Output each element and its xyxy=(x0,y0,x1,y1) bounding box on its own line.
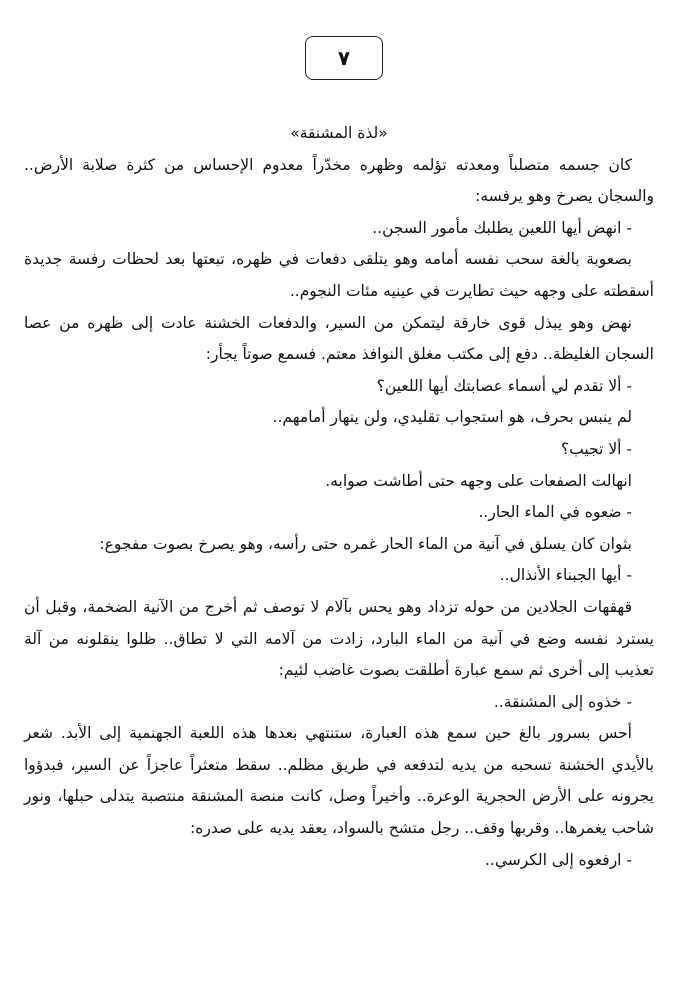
dialogue-line: - ضعوه في الماء الحار.. xyxy=(478,503,632,522)
paragraph: نهض وهو يبذل قوى خارقة ليتمكن من السير، والدفعات الخشنة عادت إلى ظهره من عصا السجان الغليظة.. دفع إلى مكتب مغلق النوافذ معتم. فسمع صوتاً يجأر: xyxy=(24,313,654,364)
paragraph: قهقهات الجلادين من حوله تزداد وهو يحس بآلام لا توصف ثم أخرج من الآنية الضخمة، وقبل أن يسترد نفسه وضع في آنية من الماء البارد، زادت من آلامه التي لا تطاق.. ظلوا ينقلونه من آلة تعذيب إلى أخرى ثم سمع عبارة أطلقت بصوت غاضب لئيم: xyxy=(24,597,654,680)
paragraph: بصعوبة بالغة سحب نفسه أمامه وهو يتلقى دفعات في ظهره، تبعتها بعد لحظات رفسة جديدة أسقطته على وجهه حيث تطايرت في عينيه مئات النجوم.. xyxy=(24,250,654,300)
page-number-text: ٧ xyxy=(337,46,351,70)
story-title: «لذة المشنقة» xyxy=(290,124,388,142)
paragraph: أحس بسرور بالغ حين سمع هذه العبارة، ستنتهي بعدها هذه اللعبة الجهنمية إلى الأبد. شعر بالأيدي الخشنة تسحبه من يديه لتدفعه في طريق مظلم.. سقط متعثراً عاجزاً عن السير، فبدؤوا يجرونه على الأرض الحجرية الوعرة.. وأخيراً وصل، كانت منصة المشنقة منتصبة يتدلى حبلها، ونور شاحب يغمرها.. وقربها وقف.. رجل متشح بالسواد، يعقد يديه على صدره: xyxy=(24,724,654,838)
paragraph: لم ينبس بحرف، هو استجواب تقليدي، ولن ينهار أمامهم.. xyxy=(272,408,632,427)
story-body xyxy=(24,118,654,876)
dialogue-line: - انهض أيها اللعين يطلبك مأمور السجن.. xyxy=(372,218,632,237)
paragraph: كان جسمه متصلباً ومعدته تؤلمه وظهره مخدّراً معدوم الإحساس من كثرة صلابة الأرض.. والسجان يصرخ وهو يرفسه: xyxy=(24,155,654,206)
dialogue-line: - أيها الجبناء الأنذال.. xyxy=(499,566,632,585)
dialogue-line: - خذوه إلى المشنقة.. xyxy=(493,692,632,711)
paragraph: بثوان كان يسلق في آنية من الماء الحار غمره حتى رأسه، وهو يصرخ بصوت مفجوع: xyxy=(99,534,632,553)
dialogue-line: - ارفعوه إلى الكرسي.. xyxy=(484,850,632,869)
paragraph: انهالت الصفعات على وجهه حتى أطاشت صوابه. xyxy=(325,471,632,490)
dialogue-line: - ألا تقدم لي أسماء عصابتك أيها اللعين؟ xyxy=(376,376,632,395)
dialogue-line: - ألا تجيب؟ xyxy=(560,439,632,458)
page-number xyxy=(305,36,383,80)
